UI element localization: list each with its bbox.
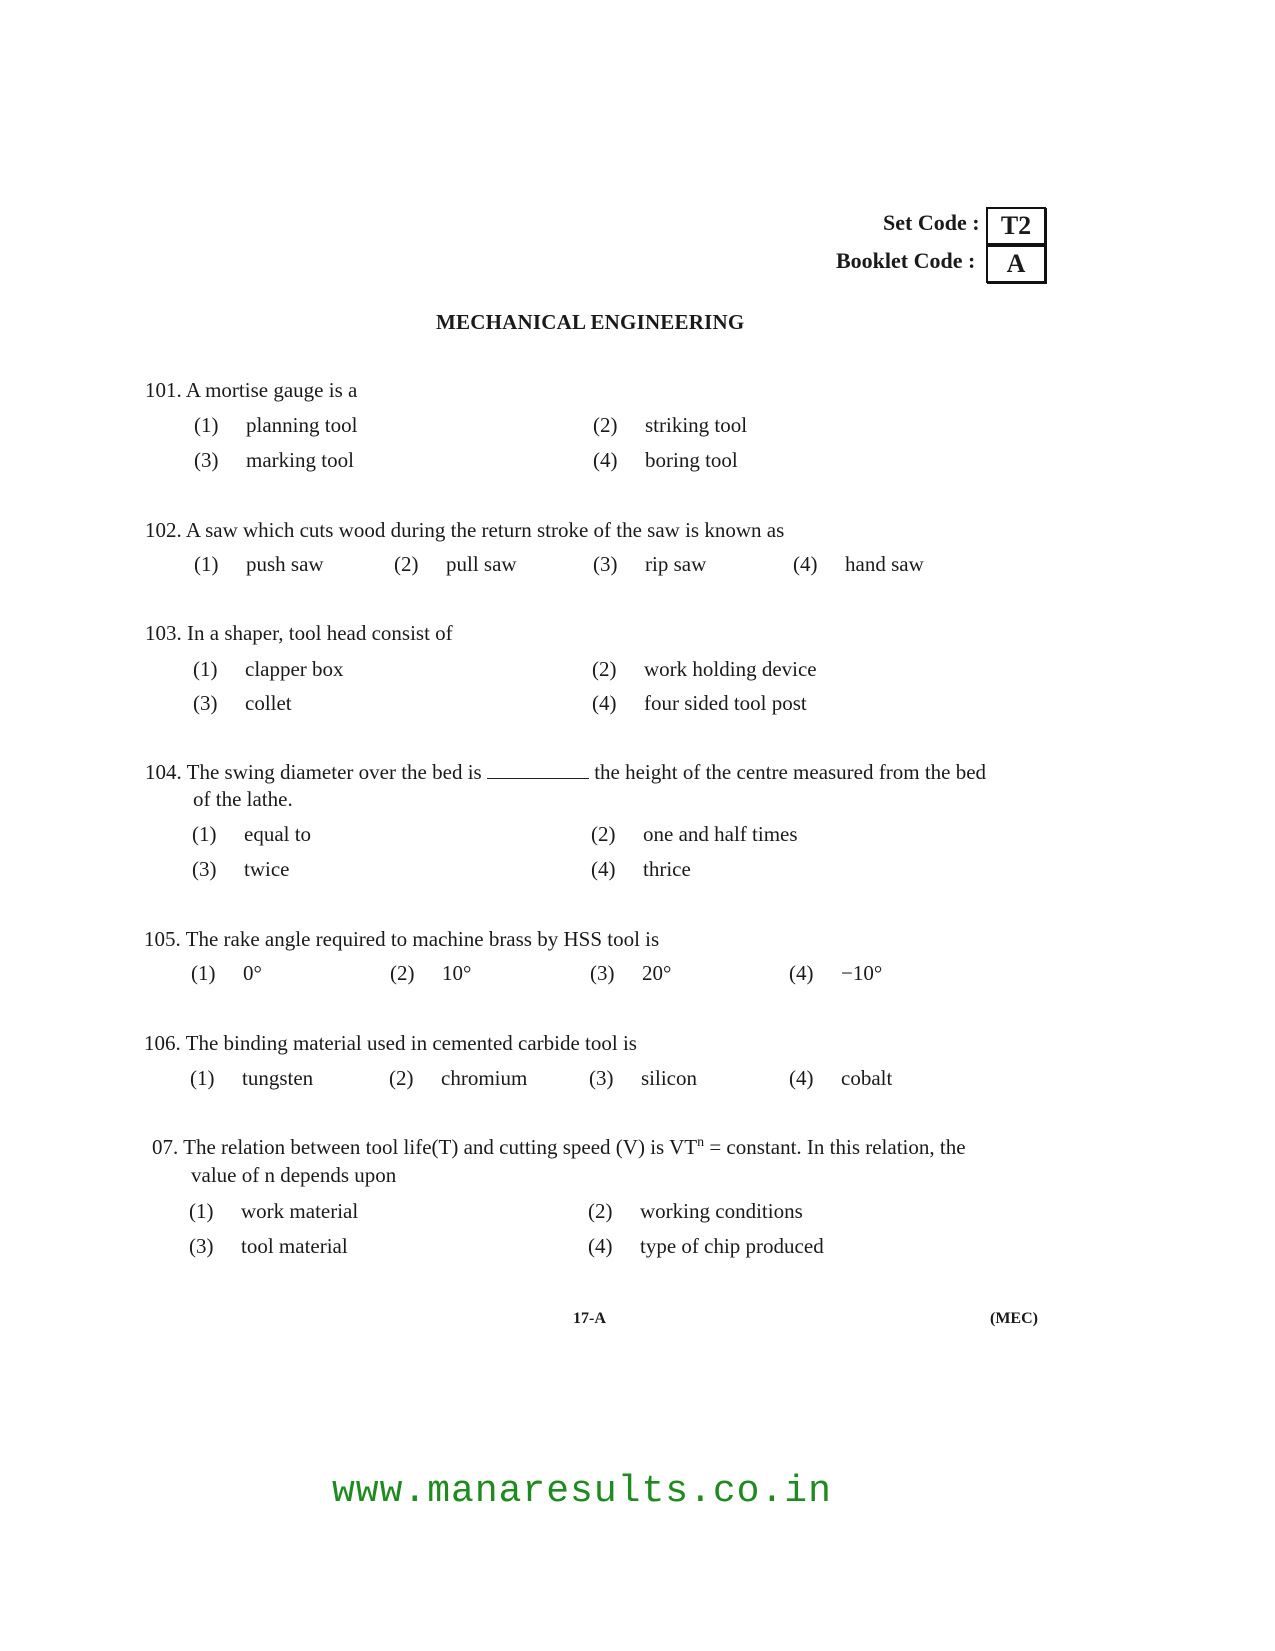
question-text: A mortise gauge is a — [185, 378, 358, 402]
option-4: (4) cobalt — [789, 1066, 893, 1090]
question-number: 106. — [144, 1031, 181, 1055]
option-3: (3) silicon — [589, 1066, 697, 1090]
question-text: A saw which cuts wood during the return stroke of the saw is known as — [185, 518, 785, 542]
booklet-code-label: Booklet Code : — [836, 248, 976, 273]
option-1: (1) tungsten — [190, 1066, 314, 1090]
question-number: 104. — [145, 760, 182, 784]
fill-in-blank — [487, 760, 589, 779]
option-3: (3) collet — [193, 691, 292, 715]
question-text: The binding material used in cemented carbide tool is — [185, 1031, 637, 1055]
option-2: (2) 10° — [390, 961, 472, 985]
page-number: 17-A — [573, 1310, 606, 1327]
option-4: (4) type of chip produced — [588, 1234, 824, 1258]
option-2: (2) striking tool — [593, 413, 748, 437]
question-101 — [145, 378, 357, 403]
question-number: 101. — [145, 378, 182, 402]
question-106 — [144, 1031, 637, 1056]
page-title: MECHANICAL ENGINEERING — [436, 310, 745, 334]
question-107-line2: value of n depends upon — [191, 1163, 397, 1187]
option-2: (2) pull saw — [394, 552, 517, 576]
question-107: 07. The relation between tool life(T) and cutting speed (V) is $VT^n$ = constant. In this relation, the — [152, 1135, 966, 1159]
option-4: (4) boring tool — [593, 448, 738, 472]
option-1: (1) 0° — [191, 961, 262, 985]
option-4: (4) hand saw — [793, 552, 924, 576]
option-1: (1) push saw — [194, 552, 324, 576]
option-2: (2) work holding device — [592, 657, 817, 681]
set-code-box: T2 — [986, 207, 1046, 245]
option-1: (1) clapper box — [193, 657, 344, 681]
question-number: 103. — [145, 621, 182, 645]
question-103 — [145, 621, 453, 646]
question-number: 07. — [152, 1135, 179, 1159]
option-3: (3) marking tool — [194, 448, 354, 472]
question-number: 105. — [144, 927, 181, 951]
option-4: (4) four sided tool post — [592, 691, 807, 715]
option-2: (2) chromium — [389, 1066, 528, 1090]
question-text: In a shaper, tool head consist of — [187, 621, 453, 645]
question-number: 102. — [145, 518, 182, 542]
option-3: (3) twice — [192, 857, 290, 881]
option-2: (2) working conditions — [588, 1199, 803, 1223]
option-1: (1) equal to — [192, 822, 312, 846]
booklet-code-box: A — [986, 245, 1046, 283]
question-104-line2: of the lathe. — [193, 787, 293, 811]
subject-code: (MEC) — [990, 1310, 1038, 1327]
option-4: (4) −10° — [789, 961, 883, 985]
option-3: (3) rip saw — [593, 552, 707, 576]
question-text: The rake angle required to machine brass by HSS tool is — [185, 927, 660, 951]
option-2: (2) one and half times — [591, 822, 798, 846]
option-1: (1) work material — [189, 1199, 359, 1223]
option-3: (3) 20° — [590, 961, 672, 985]
watermark-url[interactable]: www.manaresults.co.in — [332, 1470, 832, 1513]
question-102 — [145, 518, 784, 543]
set-code-label: Set Code : — [883, 210, 980, 235]
option-3: (3) tool material — [189, 1234, 348, 1258]
option-1: (1) planning tool — [194, 413, 358, 437]
question-104: 104. The swing diameter over the bed is the height of the centre measured from the bed — [145, 760, 987, 784]
question-105 — [144, 927, 659, 952]
option-4: (4) thrice — [591, 857, 691, 881]
